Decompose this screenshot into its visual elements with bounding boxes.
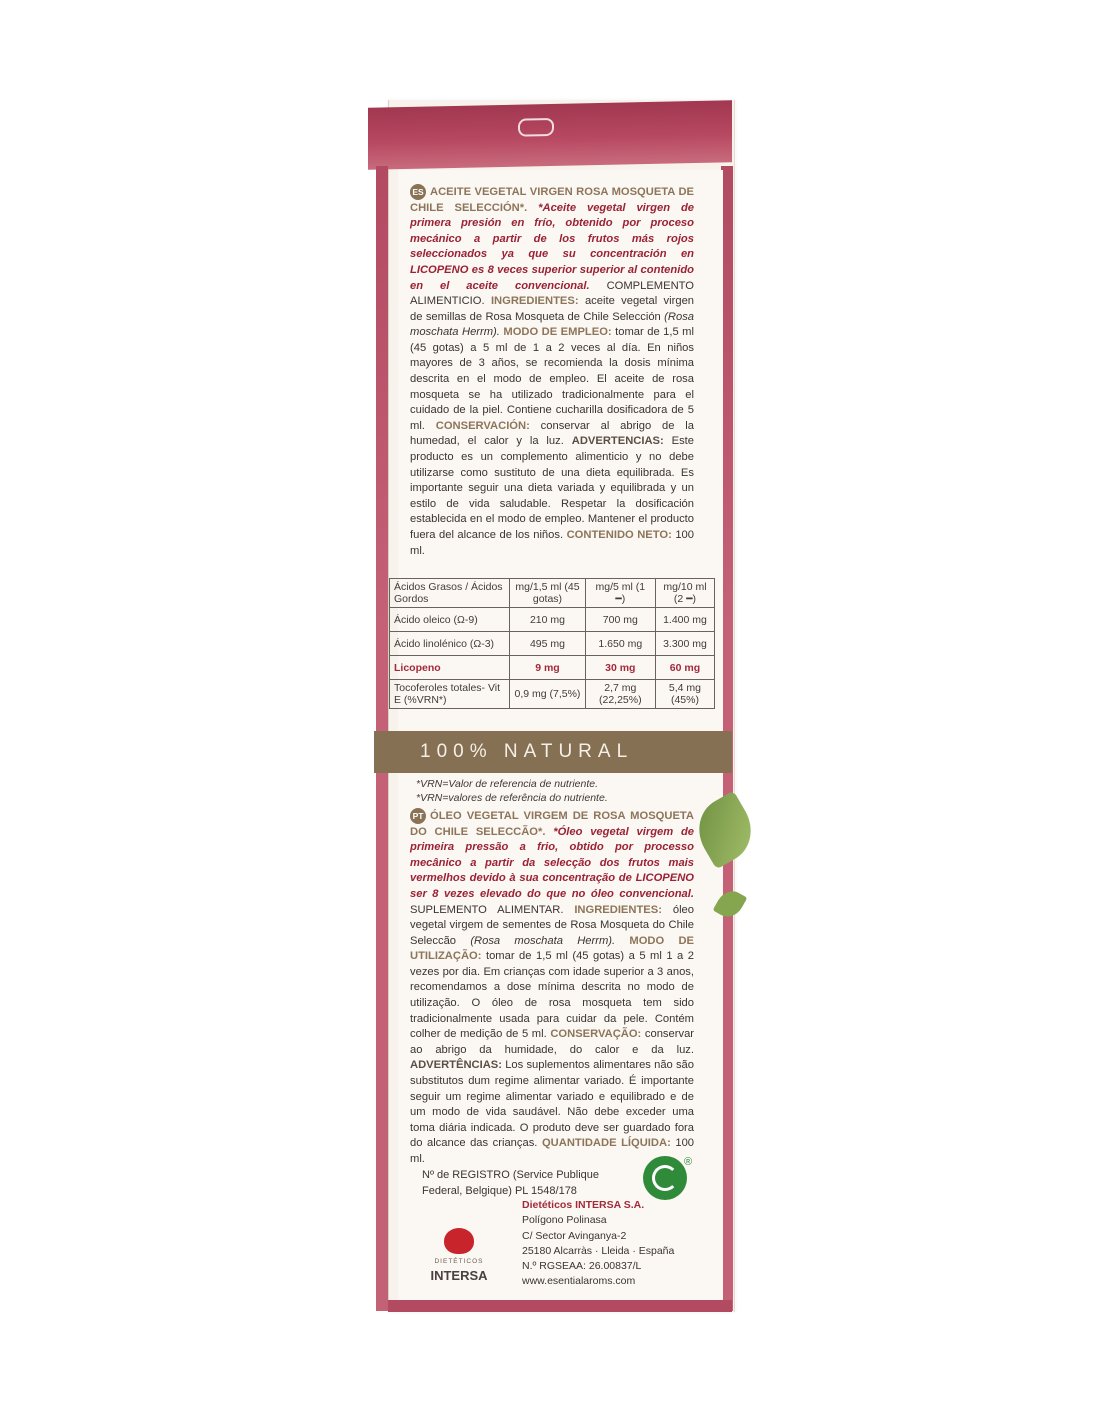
registration-line: Nº de REGISTRO (Service Publique bbox=[422, 1169, 600, 1181]
table-cell: 5,4 mg (45%) bbox=[655, 680, 714, 709]
table-cell: 700 mg bbox=[585, 608, 655, 632]
pt-modo-label: MODO DE UTILIZAÇÃO: bbox=[410, 934, 695, 963]
natural-banner: 100% NATURAL bbox=[374, 731, 732, 773]
table-cell: Tocoferoles totales- Vit E (%VRN*) bbox=[390, 680, 510, 709]
pt-latin: (Rosa moschata Herrm). bbox=[470, 934, 616, 947]
registration-line: Federal, Belgique) PL 1548/178 bbox=[422, 1184, 577, 1197]
pt-title: ÓLEO VEGETAL VIRGEM DE ROSA MOSQUETA DO CHILE SELECCÃO*. bbox=[410, 809, 694, 838]
spoon-icon: ━) bbox=[686, 593, 697, 605]
es-latin: (Rosa moschata Herrm). bbox=[410, 310, 695, 339]
table-header-cell: Ácidos Grasos / Ácidos Gordos bbox=[390, 579, 510, 608]
table-cell: 210 mg bbox=[510, 608, 585, 632]
brand-emblem-icon bbox=[518, 118, 554, 137]
es-ingredientes: aceite vegetal virgen de semillas de Rosa Mosqueta de Chile Selección bbox=[410, 295, 695, 323]
es-text-block bbox=[410, 184, 694, 559]
es-flag-icon: ES bbox=[410, 184, 426, 200]
es-conservacion-label: CONSERVACIÓN: bbox=[435, 419, 530, 432]
intersa-logo bbox=[420, 1228, 498, 1288]
pt-text-block bbox=[410, 808, 694, 1168]
table-cell: 2,7 mg (22,25%) bbox=[585, 680, 655, 709]
box-top-flap bbox=[368, 100, 732, 170]
pt-advertencias-label: ADVERTÊNCIAS: bbox=[410, 1059, 502, 1072]
table-row bbox=[390, 680, 715, 709]
table-cell: 3.300 mg bbox=[655, 632, 714, 656]
registration-info bbox=[422, 1168, 599, 1199]
table-cell: 0,9 mg (7,5%) bbox=[510, 680, 585, 709]
registered-mark: ® bbox=[684, 1156, 693, 1168]
pt-ingredientes-label: INGREDIENTES: bbox=[574, 903, 662, 916]
address-line: C/ Sector Avinganya-2 bbox=[522, 1229, 627, 1242]
table-cell: 1.400 mg bbox=[655, 608, 714, 632]
address-line: 25180 Alcarràs · Lleida · España bbox=[522, 1244, 675, 1257]
table-header-cell: mg/5 ml (1 ━) bbox=[585, 579, 655, 608]
address-line: N.º RGSEAA: 26.00837/L bbox=[522, 1260, 642, 1273]
es-modo: tomar de 1,5 ml (45 gotas) a 5 ml de 1 a 2 veces al día. En niños mayores de 3 años, se recomienda la dosis mínima descrita en el modo de empleo. El aceite de rosa mosqueta se ha utilizado tradicionalmente para el cuidado de la piel. Contiene cucharilla dosificadora de 5 ml. bbox=[410, 326, 694, 432]
vrn-notes bbox=[416, 778, 608, 805]
logo-tagline: DIETÉTICOS bbox=[434, 1258, 484, 1265]
es-title: ACEITE VEGETAL VIRGEN ROSA MOSQUETA DE CHILE SELECCIÓN*. bbox=[410, 185, 694, 214]
table-cell: 9 mg bbox=[510, 656, 585, 680]
pt-modo: tomar de 1,5 ml (45 gotas) a 5 ml 1 a 2 vezes por dia. Em crianças com idade superior a 3 anos, recomendamos a dose mínima descrita no modo de utilização. O óleo de rosa mosqueta tem sido tradicionalmente usada para cuidar da pele. Contém colher de medição de 5 ml. bbox=[410, 950, 694, 1041]
table-cell: Ácido oleico (Ω-9) bbox=[390, 608, 510, 632]
spoon-icon: ━) bbox=[615, 593, 626, 605]
table-cell: Licopeno bbox=[390, 656, 510, 680]
pt-conservacao: conservar ao abrigo da humidade, do calor e da luz. bbox=[410, 1028, 695, 1056]
company-address bbox=[522, 1198, 674, 1290]
es-contenido: 100 ml. bbox=[410, 529, 694, 557]
table-cell: 60 mg bbox=[655, 656, 714, 680]
nutrition-table bbox=[389, 578, 715, 709]
pt-conservacao-label: CONSERVAÇÃO: bbox=[550, 1028, 642, 1041]
table-cell: 30 mg bbox=[585, 656, 655, 680]
table-row bbox=[390, 608, 715, 632]
vrn-note-pt: *VRN=valores de referência do nutriente. bbox=[416, 791, 608, 804]
pt-ingredientes: óleo vegetal virgem de sementes de Rosa Mosqueta do Chile Seleccão bbox=[410, 903, 694, 947]
es-complemento: COMPLEMENTO ALIMENTICIO. bbox=[410, 279, 695, 308]
es-advertencias: Este producto es un complemento alimenticio y no debe utilizarse como sustituto de una dieta equilibrada. Es importante seguir una dieta variada y equilibrada y un estilo de vida saludable. Respetar la dosificación establecida en el modo de empleo. Mantener el producto fuera del alcance de los niños. bbox=[410, 435, 695, 542]
pt-flag-icon: PT bbox=[410, 808, 426, 824]
pt-quantidade-label: QUANTIDADE LÍQUIDA: bbox=[541, 1137, 671, 1150]
es-ingredientes-label: INGREDIENTES: bbox=[490, 295, 579, 308]
pt-suplemento: SUPLEMENTO ALIMENTAR. bbox=[410, 903, 564, 916]
vrn-note-es: *VRN=Valor de referencia de nutriente. bbox=[416, 778, 599, 790]
green-dot-recycling-icon bbox=[643, 1156, 687, 1200]
apple-icon bbox=[444, 1228, 474, 1254]
pt-quantidade: 100 ml. bbox=[410, 1137, 695, 1166]
pt-advertencias: Los suplementos alimentares não são substitutos dum regime alimentar variado. É importante seguir um regime alimentar variado e equilibrado e de um modo de vida saudável. Não debe exceder uma toma diária indicada. O produto deve ser guardado fora do alcance das crianças. bbox=[410, 1059, 694, 1150]
table-cell: 495 mg bbox=[510, 632, 585, 656]
website: www.esentialaroms.com bbox=[522, 1275, 636, 1288]
table-row bbox=[390, 632, 715, 656]
address-line: Polígono Polinasa bbox=[522, 1214, 607, 1227]
box-bottom-band bbox=[388, 1300, 732, 1312]
table-row-licopeno bbox=[390, 656, 715, 680]
table-cell: 1.650 mg bbox=[585, 632, 655, 656]
es-advertencias-label: ADVERTENCIAS: bbox=[571, 435, 664, 448]
table-header-cell: mg/10 ml (2 ━) bbox=[655, 579, 714, 608]
company-name: Dietéticos INTERSA S.A. bbox=[522, 1199, 645, 1211]
es-note: *Aceite vegetal virgen de primera presión en frío, obtenido por proceso mecánico a partir de los frutos más rojos seleccionados ya que su concentración en LICOPENO es 8 veces superior superior al contenido en el aceite convencional. bbox=[410, 201, 695, 292]
pt-note: *Óleo vegetal virgem de primeira pressão a frio, obtido por processo mecânico a partir da selecção dos frutos mais vermelhos devido à sua concentração de LICOPENO ser 8 vezes elevado do que no óleo convencional. bbox=[410, 825, 695, 900]
es-contenido-label: CONTENIDO NETO: bbox=[566, 529, 672, 542]
es-conservacion: conservar al abrigo de la humedad, el calor y la luz. bbox=[410, 419, 695, 448]
es-modo-label: MODO DE EMPLEO: bbox=[503, 326, 612, 339]
table-cell: Ácido linolénico (Ω-3) bbox=[390, 632, 510, 656]
logo-name: INTERSA bbox=[430, 1268, 488, 1283]
table-header-cell: mg/1,5 ml (45 gotas) bbox=[510, 579, 585, 608]
table-header-row bbox=[390, 579, 715, 608]
